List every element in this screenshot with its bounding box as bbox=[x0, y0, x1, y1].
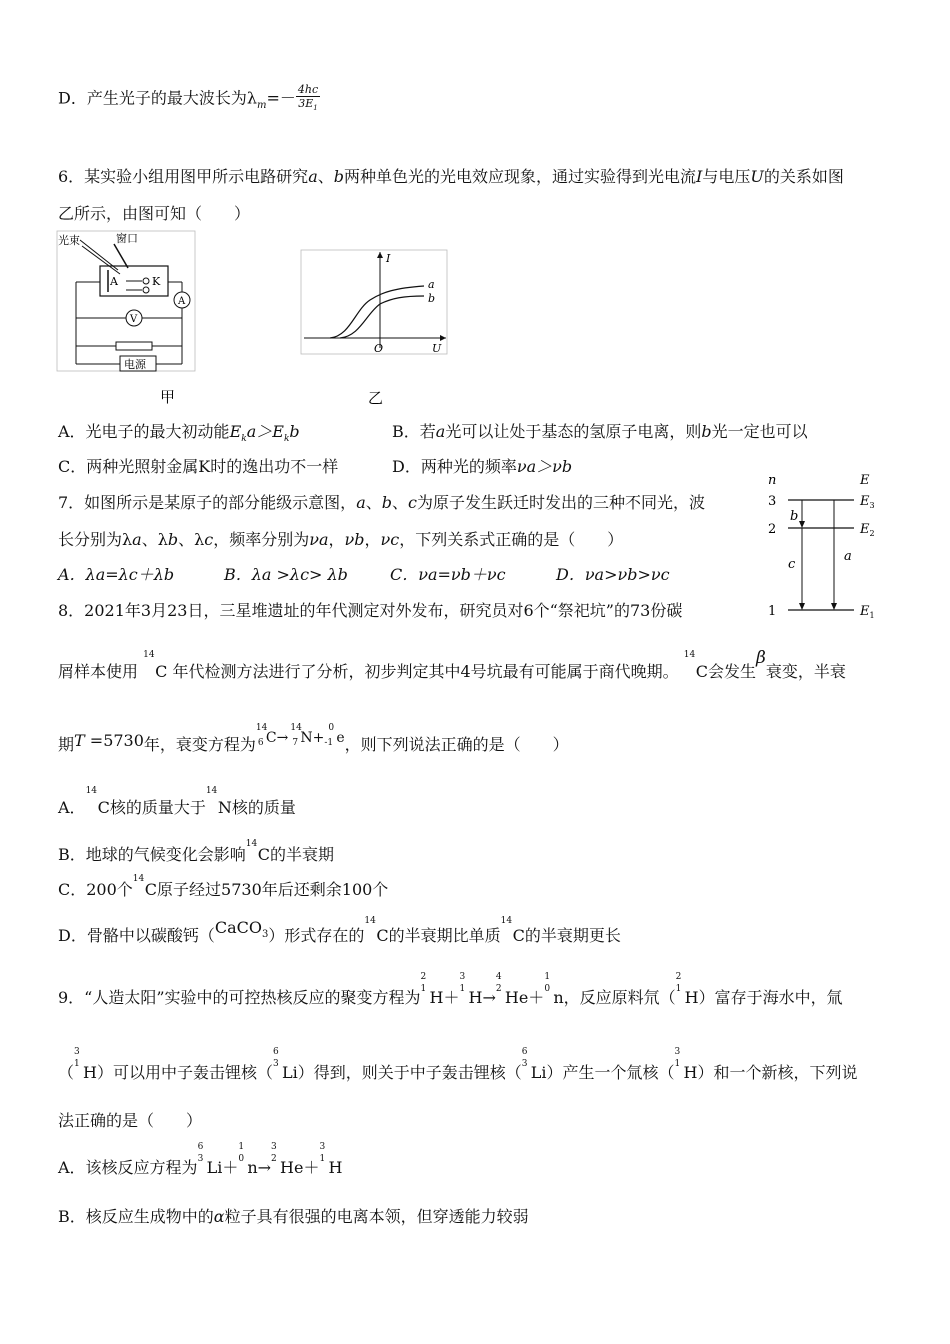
q6-stem-line1: 6．某实验小组用图甲所示电路研究a、b两种单色光的光电效应现象，通过实验得到光电流I与电压U的关系如图 bbox=[58, 167, 844, 186]
anode-label: A bbox=[110, 275, 118, 288]
nuclide-c14: 14 C bbox=[143, 650, 168, 681]
q7-option-d: D．νa>νb>νc bbox=[556, 565, 670, 584]
q6-option-b: B．若a光可以让处于基态的氢原子电离，则b光一定也可以 bbox=[392, 422, 808, 441]
q7-option-a: A．λa=λc＋λb bbox=[58, 565, 175, 584]
svg-text:b: b bbox=[790, 509, 799, 524]
q7-option-c: C．νa=νb＋νc bbox=[390, 565, 506, 584]
svg-text:b: b bbox=[428, 292, 436, 305]
circuit-figure bbox=[56, 230, 198, 410]
svg-text:a: a bbox=[428, 278, 435, 291]
q8-option-b: B．地球的气候变化会影响 14 C的半衰期 bbox=[58, 839, 335, 864]
fraction: $\frac{4hc}{3E_1}$ bbox=[297, 83, 319, 113]
svg-text:a: a bbox=[844, 549, 852, 564]
q7-stem-line2: 长分别为λa、λb、λc，频率分别为νa，νb，νc，下列关系式正确的是（ ） bbox=[58, 530, 624, 549]
q8-option-c: C．200个 14 C原子经过5730年后还剩余100个 bbox=[58, 874, 389, 899]
svg-text:电源: 电源 bbox=[124, 358, 146, 371]
svg-text:E3: $E_3$ bbox=[860, 494, 875, 510]
cathode-label: K bbox=[152, 275, 161, 288]
svg-text:A: A bbox=[178, 296, 186, 307]
q9-option-b: B．核反应生成物中的α粒子具有很强的电离本领，但穿透能力较弱 bbox=[58, 1207, 529, 1226]
rheostat bbox=[116, 342, 152, 350]
svg-text:E2: $E_2$ bbox=[860, 522, 875, 538]
q9-option-a: A．该核反应方程为 6 3 Li＋ 1 0 n→ 3 2 He＋ 3 1 H bbox=[58, 1142, 343, 1177]
svg-text:n: n bbox=[768, 473, 777, 488]
svg-text:3: 3 bbox=[768, 494, 777, 509]
svg-text:2: 2 bbox=[768, 522, 777, 537]
q7-option-b: B．λa >λc> λb bbox=[224, 565, 348, 584]
q6-option-d: D．两种光的频率νa＞νb bbox=[392, 457, 573, 476]
svg-text:E1: $E_1$ bbox=[860, 604, 875, 620]
curve-b bbox=[340, 296, 424, 338]
q8-option-d: D．骨骼中以碳酸钙（CaCO$_3$）形式存在的 14 C的半衰期比单质 14 C的半衰期更长 bbox=[58, 916, 621, 945]
q8-option-a: A． 14 C核的质量大于 14 N核的质量 bbox=[58, 786, 296, 817]
energy-level-diagram bbox=[762, 468, 882, 628]
nuclide-c14: 14 C bbox=[683, 650, 708, 681]
decay-equation: 14 6 C→ 14 7 N+ 0 -1 e bbox=[255, 723, 345, 748]
q5-option-d: D．产生光子的最大波长为$\lambda_m=-$ $\frac{4hc}{3E_1}$ bbox=[58, 83, 320, 117]
svg-text:V: V bbox=[130, 314, 138, 325]
q6-stem-line2: 乙所示，由图可知（ ） bbox=[58, 204, 251, 223]
q9-stem-line2: （ 3 1 H）可以用中子轰击锂核（ 6 3 Li）得到，则关于中子轰击锂核（ 6 3 Li）产生一个氚核（ 3 1 H）和一个新核，下列说 bbox=[58, 1047, 858, 1082]
svg-text:O: O bbox=[374, 342, 384, 355]
q8-stem-line3: 期T =5730年，衰变方程为 14 6 C→ 14 7 N+ 0 -1 e，则下列说法正确的是（ ） bbox=[58, 723, 569, 754]
svg-text:I: I bbox=[386, 252, 391, 265]
q8-stem-line2: 屑样本使用 14 C 年代检测方法进行了分析，初步判定其中4号坑最有可能属于商代晚期。 14 C会发生β衰变，半衰 bbox=[58, 648, 846, 681]
curve-a bbox=[330, 286, 424, 338]
svg-text:U: U bbox=[432, 342, 442, 355]
q7-stem-line1: 7．如图所示是某原子的部分能级示意图，a、b、c为原子发生跃迁时发出的三种不同光，波 bbox=[58, 493, 705, 512]
iu-graph bbox=[300, 248, 452, 408]
q9-stem-line3: 法正确的是（ ） bbox=[58, 1111, 203, 1130]
svg-text:1: 1 bbox=[768, 604, 777, 619]
svg-text:E: E bbox=[860, 473, 870, 488]
q8-stem-line1: 8．2021年3月23日，三星堆遗址的年代测定对外发布，研究员对6个“祭祀坑”的73份碳 bbox=[58, 601, 683, 620]
q9-stem-line1: 9．“人造太阳”实验中的可控热核反应的聚变方程为 2 1 H＋ 3 1 H→ 4 2 He＋ 1 0 n，反应原料氘（ 2 1 H）富存于海水中，氚 bbox=[58, 972, 843, 1007]
figure-caption-yi: 乙 bbox=[368, 389, 384, 407]
q6-option-c: C．两种光照射金属K时的逸出功不一样 bbox=[58, 457, 339, 476]
window-label: 窗口 bbox=[116, 232, 138, 245]
svg-text:c: c bbox=[788, 557, 796, 572]
beam-label: 光束 bbox=[58, 234, 80, 247]
figure-caption-jia: 甲 bbox=[160, 388, 176, 406]
q6-option-a: A．光电子的最大初动能$E_ka>E_kb$ bbox=[58, 422, 300, 445]
